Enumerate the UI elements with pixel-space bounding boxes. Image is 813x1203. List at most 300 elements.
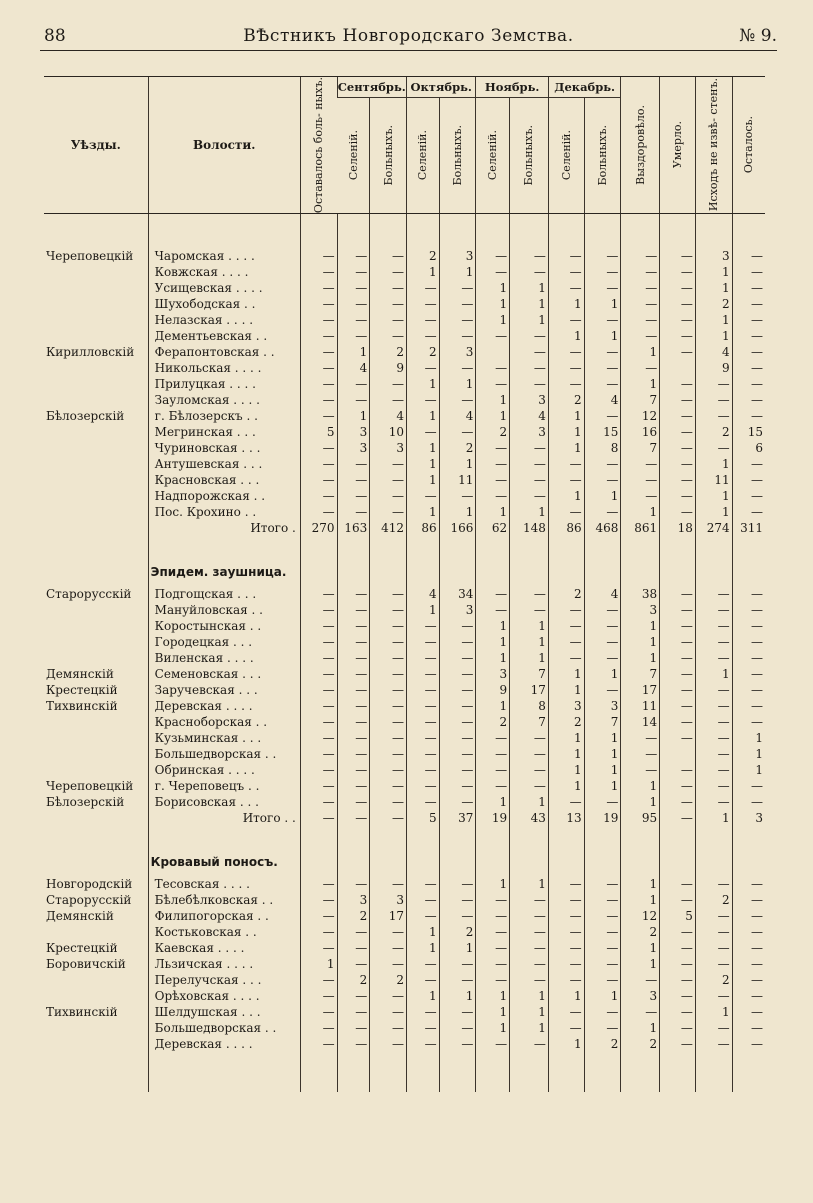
value-cell: 2 xyxy=(337,972,370,988)
value-cell: — xyxy=(337,264,370,280)
value-cell: — xyxy=(476,924,510,940)
value-cell: 2 xyxy=(406,248,439,264)
value-cell: — xyxy=(548,312,584,328)
value-cell: — xyxy=(337,794,370,810)
value-cell: 7 xyxy=(510,666,549,682)
value-cell: 9 xyxy=(476,682,510,698)
value-cell: 43 xyxy=(510,810,549,826)
value-cell: 1 xyxy=(406,456,439,472)
value-cell: — xyxy=(370,730,407,746)
value-cell: 1 xyxy=(732,730,765,746)
value-cell xyxy=(660,360,696,376)
value-cell: 274 xyxy=(695,520,732,536)
value-cell: — xyxy=(476,456,510,472)
total-label: Итого . xyxy=(148,520,300,536)
running-head xyxy=(40,24,777,51)
header-month-december: Декабрь. xyxy=(548,77,621,98)
value-cell: — xyxy=(337,472,370,488)
value-cell: — xyxy=(439,730,476,746)
volost-cell: Чуриновская . . . xyxy=(148,440,300,456)
table-row xyxy=(44,794,765,810)
value-cell: 1 xyxy=(510,876,549,892)
value-cell: — xyxy=(406,312,439,328)
value-cell: 10 xyxy=(370,424,407,440)
value-cell: — xyxy=(695,650,732,666)
table-row xyxy=(44,586,765,602)
value-cell: — xyxy=(584,344,621,360)
volost-cell: Чаромская . . . . xyxy=(148,248,300,264)
value-cell: — xyxy=(621,312,660,328)
value-cell: 7 xyxy=(621,666,660,682)
value-cell: — xyxy=(300,810,337,826)
value-cell: — xyxy=(300,666,337,682)
value-cell: 1 xyxy=(476,1020,510,1036)
value-cell: — xyxy=(584,892,621,908)
value-cell: — xyxy=(370,586,407,602)
value-cell: — xyxy=(439,972,476,988)
value-cell: — xyxy=(337,328,370,344)
value-cell: — xyxy=(584,264,621,280)
value-cell: 148 xyxy=(510,520,549,536)
uezd-cell: Демянскій xyxy=(46,909,114,924)
value-cell: 1 xyxy=(584,778,621,794)
table-row xyxy=(44,488,765,504)
value-cell: — xyxy=(695,1036,732,1052)
value-cell: — xyxy=(695,586,732,602)
value-cell: 2 xyxy=(476,714,510,730)
value-cell: — xyxy=(660,328,696,344)
value-cell: 1 xyxy=(621,376,660,392)
value-cell: — xyxy=(660,504,696,520)
uezd-cell xyxy=(44,762,148,778)
value-cell: — xyxy=(370,264,407,280)
value-cell: — xyxy=(584,376,621,392)
volost-cell: Филипогорская . . xyxy=(148,908,300,924)
uezd-cell: Бѣлозерскій xyxy=(46,795,125,810)
value-cell: 1 xyxy=(476,392,510,408)
header-month-october: Октябрь. xyxy=(406,77,475,98)
value-cell: — xyxy=(660,1004,696,1020)
header-sick: Больныхъ. xyxy=(381,125,395,186)
value-cell: — xyxy=(510,586,549,602)
value-cell: — xyxy=(510,488,549,504)
value-cell: 163 xyxy=(337,520,370,536)
value-cell: — xyxy=(584,794,621,810)
value-cell: 4 xyxy=(337,360,370,376)
value-cell: — xyxy=(732,586,765,602)
uezd-cell xyxy=(44,810,148,826)
value-cell: — xyxy=(732,392,765,408)
value-cell: 3 xyxy=(337,424,370,440)
value-cell: — xyxy=(406,666,439,682)
value-cell: 1 xyxy=(476,504,510,520)
value-cell: 6 xyxy=(732,440,765,456)
value-cell: — xyxy=(439,746,476,762)
value-cell: 3 xyxy=(548,698,584,714)
value-cell: 1 xyxy=(584,296,621,312)
value-cell: 1 xyxy=(584,762,621,778)
value-cell: — xyxy=(370,296,407,312)
value-cell: 1 xyxy=(406,988,439,1004)
table-row xyxy=(44,504,765,520)
value-cell: 3 xyxy=(370,440,407,456)
value-cell: — xyxy=(732,650,765,666)
value-cell: — xyxy=(732,1036,765,1052)
uezd-cell xyxy=(44,520,148,536)
value-cell: 1 xyxy=(406,940,439,956)
value-cell: 1 xyxy=(584,730,621,746)
value-cell: — xyxy=(406,794,439,810)
value-cell: 1 xyxy=(406,376,439,392)
value-cell: — xyxy=(439,1020,476,1036)
value-cell: — xyxy=(370,392,407,408)
volost-cell: Борисовская . . . xyxy=(148,794,300,810)
value-cell: 1 xyxy=(621,940,660,956)
value-cell: — xyxy=(660,472,696,488)
uezd-cell: Демянскій xyxy=(46,667,114,682)
value-cell: — xyxy=(621,280,660,296)
value-cell: — xyxy=(660,666,696,682)
value-cell: 1 xyxy=(584,988,621,1004)
value-cell: — xyxy=(439,634,476,650)
value-cell: 2 xyxy=(476,424,510,440)
value-cell: — xyxy=(584,360,621,376)
value-cell: — xyxy=(695,1020,732,1036)
page-number: 88 xyxy=(44,26,66,46)
volost-cell: Заручевская . . . xyxy=(148,682,300,698)
value-cell: — xyxy=(476,940,510,956)
value-cell: — xyxy=(548,602,584,618)
value-cell: — xyxy=(300,344,337,360)
value-cell: — xyxy=(370,376,407,392)
table-row xyxy=(44,1004,765,1020)
value-cell: — xyxy=(300,892,337,908)
value-cell: 2 xyxy=(695,972,732,988)
uezd-cell xyxy=(44,360,148,376)
volost-cell: Каевская . . . . xyxy=(148,940,300,956)
header-recovered: Выздоровѣло. xyxy=(633,105,647,185)
value-cell: — xyxy=(660,956,696,972)
value-cell: — xyxy=(406,682,439,698)
value-cell: 1 xyxy=(476,1004,510,1020)
value-cell: — xyxy=(660,586,696,602)
value-cell: — xyxy=(660,440,696,456)
value-cell: — xyxy=(476,586,510,602)
value-cell: — xyxy=(370,650,407,666)
value-cell: — xyxy=(300,972,337,988)
value-cell: 1 xyxy=(476,634,510,650)
value-cell: — xyxy=(370,504,407,520)
value-cell: — xyxy=(300,488,337,504)
value-cell: — xyxy=(370,810,407,826)
value-cell: — xyxy=(584,248,621,264)
value-cell: — xyxy=(439,280,476,296)
uezd-cell xyxy=(44,618,148,634)
value-cell: 1 xyxy=(476,650,510,666)
value-cell: 1 xyxy=(584,666,621,682)
header-sick: Больныхъ. xyxy=(596,125,609,186)
value-cell: 95 xyxy=(621,810,660,826)
value-cell: — xyxy=(406,360,439,376)
header-villages: Селеній. xyxy=(346,130,360,181)
uezd-cell xyxy=(44,488,148,504)
value-cell: — xyxy=(406,392,439,408)
uezd-cell xyxy=(44,972,148,988)
value-cell: — xyxy=(695,376,732,392)
uezd-cell xyxy=(44,602,148,618)
value-cell: 5 xyxy=(406,810,439,826)
table-row xyxy=(44,730,765,746)
value-cell: — xyxy=(406,424,439,440)
header-uezd: Уѣзды. xyxy=(44,77,148,214)
value-cell: — xyxy=(660,778,696,794)
value-cell: — xyxy=(695,634,732,650)
value-cell: 1 xyxy=(584,328,621,344)
value-cell: — xyxy=(621,264,660,280)
volost-cell: Пос. Крохино . . xyxy=(148,504,300,520)
value-cell: — xyxy=(337,602,370,618)
value-cell: — xyxy=(660,810,696,826)
value-cell: — xyxy=(370,280,407,296)
table-row xyxy=(44,972,765,988)
uezd-cell xyxy=(44,1036,148,1052)
value-cell: — xyxy=(732,714,765,730)
value-cell: — xyxy=(732,312,765,328)
value-cell: — xyxy=(732,344,765,360)
value-cell: 1 xyxy=(439,376,476,392)
value-cell: 3 xyxy=(621,988,660,1004)
value-cell: 311 xyxy=(732,520,765,536)
value-cell: — xyxy=(439,908,476,924)
value-cell: — xyxy=(406,972,439,988)
value-cell: — xyxy=(660,392,696,408)
value-cell: — xyxy=(660,794,696,810)
table-row xyxy=(44,618,765,634)
value-cell: 34 xyxy=(439,586,476,602)
value-cell: 3 xyxy=(584,698,621,714)
value-cell: 2 xyxy=(695,892,732,908)
value-cell: 1 xyxy=(510,618,549,634)
value-cell: — xyxy=(660,972,696,988)
value-cell: 1 xyxy=(439,456,476,472)
value-cell: — xyxy=(439,618,476,634)
value-cell: 14 xyxy=(621,714,660,730)
volost-cell: Шухободская . . xyxy=(148,296,300,312)
value-cell: — xyxy=(548,376,584,392)
value-cell: — xyxy=(660,602,696,618)
value-cell: — xyxy=(337,280,370,296)
value-cell: 1 xyxy=(476,618,510,634)
value-cell: — xyxy=(337,504,370,520)
value-cell: — xyxy=(732,280,765,296)
value-cell: 468 xyxy=(584,520,621,536)
value-cell: — xyxy=(337,456,370,472)
table-row xyxy=(44,666,765,682)
value-cell: — xyxy=(439,488,476,504)
value-cell: 2 xyxy=(548,714,584,730)
value-cell: — xyxy=(621,456,660,472)
value-cell: — xyxy=(510,440,549,456)
table-row xyxy=(44,746,765,762)
value-cell: — xyxy=(660,940,696,956)
table-row xyxy=(44,296,765,312)
volost-cell: Никольская . . . . xyxy=(148,360,300,376)
value-cell: — xyxy=(439,328,476,344)
value-cell: 1 xyxy=(476,296,510,312)
value-cell: 1 xyxy=(406,472,439,488)
value-cell: 1 xyxy=(548,730,584,746)
uezd-cell: Новгородскій xyxy=(46,877,133,892)
value-cell: 86 xyxy=(406,520,439,536)
table-row xyxy=(44,1036,765,1052)
value-cell: 3 xyxy=(439,602,476,618)
value-cell: — xyxy=(439,360,476,376)
value-cell: — xyxy=(584,1020,621,1036)
value-cell: — xyxy=(695,940,732,956)
value-cell: — xyxy=(337,956,370,972)
header-villages: Селеній. xyxy=(416,130,430,181)
value-cell: 2 xyxy=(621,924,660,940)
value-cell: — xyxy=(621,762,660,778)
volost-cell: Семеновская . . . xyxy=(148,666,300,682)
value-cell: — xyxy=(300,440,337,456)
uezd-cell xyxy=(44,376,148,392)
value-cell: — xyxy=(337,762,370,778)
value-cell: 270 xyxy=(300,520,337,536)
value-cell: — xyxy=(732,618,765,634)
value-cell: — xyxy=(732,602,765,618)
value-cell: — xyxy=(337,1020,370,1036)
value-cell: — xyxy=(660,1036,696,1052)
volost-cell: Мануйловская . . xyxy=(148,602,300,618)
value-cell: — xyxy=(300,698,337,714)
value-cell: 15 xyxy=(732,424,765,440)
value-cell: 19 xyxy=(584,810,621,826)
table-row xyxy=(44,762,765,778)
uezd-cell xyxy=(44,328,148,344)
value-cell: — xyxy=(406,892,439,908)
value-cell: — xyxy=(406,634,439,650)
value-cell: — xyxy=(732,488,765,504)
value-cell: — xyxy=(337,666,370,682)
value-cell: — xyxy=(337,730,370,746)
value-cell: — xyxy=(732,1020,765,1036)
value-cell: — xyxy=(510,1036,549,1052)
value-cell: 1 xyxy=(584,488,621,504)
value-cell: 17 xyxy=(621,682,660,698)
value-cell: 1 xyxy=(439,988,476,1004)
value-cell: — xyxy=(732,940,765,956)
value-cell: — xyxy=(695,924,732,940)
value-cell: 1 xyxy=(621,344,660,360)
table-row xyxy=(44,392,765,408)
value-cell: 1 xyxy=(621,876,660,892)
value-cell: — xyxy=(300,924,337,940)
value-cell: 861 xyxy=(621,520,660,536)
value-cell: — xyxy=(510,602,549,618)
value-cell: — xyxy=(732,682,765,698)
value-cell: — xyxy=(584,408,621,424)
value-cell: 1 xyxy=(621,504,660,520)
value-cell: — xyxy=(406,618,439,634)
value-cell: — xyxy=(510,328,549,344)
value-cell: 1 xyxy=(548,988,584,1004)
value-cell: — xyxy=(510,972,549,988)
value-cell: — xyxy=(370,940,407,956)
value-cell: — xyxy=(695,392,732,408)
value-cell: — xyxy=(584,472,621,488)
value-cell: — xyxy=(476,1036,510,1052)
value-cell: — xyxy=(660,264,696,280)
value-cell: — xyxy=(548,794,584,810)
value-cell: 4 xyxy=(510,408,549,424)
uezd-cell: Череповецкій xyxy=(46,249,134,264)
section-title: Эпидем. заушница. xyxy=(148,536,300,586)
uezd-cell: Тихвинскій xyxy=(46,699,118,714)
value-cell: — xyxy=(406,1020,439,1036)
value-cell: — xyxy=(732,876,765,892)
value-cell: 1 xyxy=(695,810,732,826)
header-sick: Больныхъ. xyxy=(451,125,465,186)
volost-cell: Красноборская . . xyxy=(148,714,300,730)
value-cell: — xyxy=(660,1020,696,1036)
table-row xyxy=(44,634,765,650)
value-cell: — xyxy=(584,682,621,698)
value-cell: — xyxy=(439,876,476,892)
value-cell: — xyxy=(660,344,696,360)
value-cell: — xyxy=(300,634,337,650)
value-cell: — xyxy=(732,988,765,1004)
value-cell: 1 xyxy=(695,1004,732,1020)
value-cell: 38 xyxy=(621,586,660,602)
value-cell: — xyxy=(406,778,439,794)
value-cell: — xyxy=(370,698,407,714)
volost-cell: Надпорожская . . xyxy=(148,488,300,504)
value-cell: — xyxy=(300,328,337,344)
value-cell: — xyxy=(584,312,621,328)
value-cell: — xyxy=(732,328,765,344)
value-cell: 9 xyxy=(695,360,732,376)
header-died: Умерло. xyxy=(671,121,685,169)
value-cell: — xyxy=(406,1036,439,1052)
volost-cell: Подгощская . . . xyxy=(148,586,300,602)
value-cell: — xyxy=(548,280,584,296)
value-cell: 12 xyxy=(621,408,660,424)
value-cell: 3 xyxy=(439,344,476,360)
value-cell: — xyxy=(548,344,584,360)
value-cell: — xyxy=(476,602,510,618)
value-cell: 8 xyxy=(584,440,621,456)
value-cell: — xyxy=(548,264,584,280)
value-cell: — xyxy=(370,472,407,488)
value-cell: — xyxy=(337,1036,370,1052)
value-cell: — xyxy=(406,746,439,762)
value-cell: — xyxy=(548,472,584,488)
value-cell: 1 xyxy=(476,280,510,296)
value-cell: 1 xyxy=(621,1020,660,1036)
value-cell: — xyxy=(660,376,696,392)
table-row xyxy=(44,714,765,730)
value-cell: — xyxy=(406,714,439,730)
value-cell: 2 xyxy=(370,972,407,988)
value-cell: — xyxy=(337,746,370,762)
value-cell: — xyxy=(695,408,732,424)
value-cell: — xyxy=(337,296,370,312)
value-cell: 8 xyxy=(510,698,549,714)
table-row xyxy=(44,602,765,618)
volost-cell: Льзичская . . . . xyxy=(148,956,300,972)
value-cell: — xyxy=(660,618,696,634)
